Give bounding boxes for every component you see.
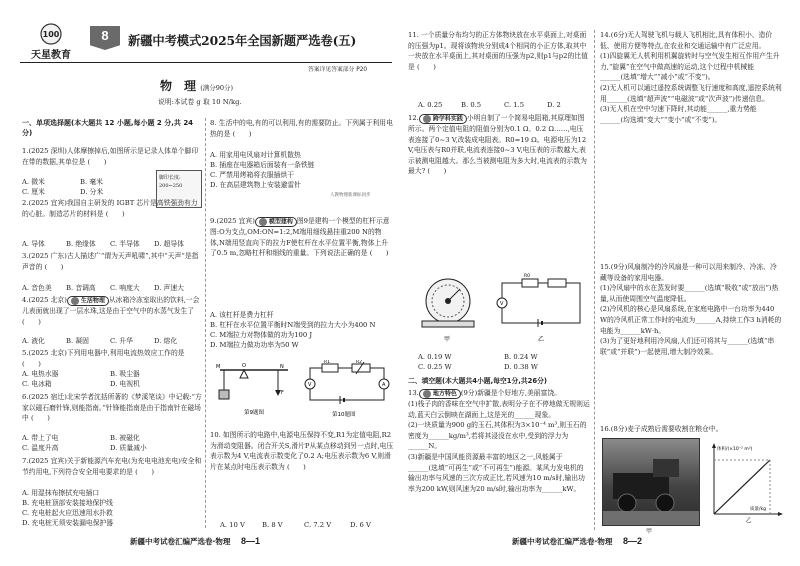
q16-graph-ylabel: 体积/(×10⁻² m³) xyxy=(717,447,753,452)
q13-part-2: (2)一块质量为900 g的玉石,其体积为3×10⁻⁴ m³,则玉石的密度为______kg/m³,若将其浸没在水中,受到的浮力为______N。 xyxy=(408,421,587,451)
q4-option-b[interactable]: B. 凝固 xyxy=(66,337,89,345)
section2-heading: 二、填空题(本大题共4小题,每空1分,共26分) xyxy=(408,377,548,385)
question-5-stem: 5.(2025 北京)下列用电器中,利用电流热效应工作的是 ( ) xyxy=(22,349,185,368)
answer-reference: 答案详见答案部分 P20 xyxy=(308,67,368,73)
question-11 xyxy=(408,30,590,72)
q7-option-c[interactable]: C. 充电桩起火应迅速用水扑救 xyxy=(22,509,113,517)
q15-part-3: (3)为了更好地利用冷风扇,人们还可将其与______(选填“串联”或“并联”)一起使用,增大制冷效果。 xyxy=(600,337,775,356)
q2-option-b[interactable]: B. 绝缘体 xyxy=(66,240,96,248)
q1-figure-label: 脚印长度: xyxy=(159,175,181,181)
brand-logo xyxy=(20,22,82,60)
question-10-stem: 10. 如图所示的电路中,电源电压保持不变,R1为定值电阻,R2为滑动变阻器。闭合开关S,滑片P从某点移动到另一点时,电压表示数为4 V,电流表示数变化了0.2 A;电压表示数为6 V,则滑片在某点时电压表示数为 ( ) xyxy=(210,431,394,471)
q11-option-a[interactable]: A. 0.25 xyxy=(418,101,443,109)
q9-option-b[interactable]: B. 杠杆在水平位置平衡时N端受到的拉力大小为400 N xyxy=(210,321,376,329)
section1-heading: 一、单项选择题(本大题共 12 小题,每小题 2 分,共 24 分) xyxy=(22,119,194,137)
q2-option-c[interactable]: C. 半导体 xyxy=(110,240,140,248)
q12-figure-label-b: 乙 xyxy=(538,336,545,343)
q4-option-d[interactable]: D. 熔化 xyxy=(154,337,178,345)
question-3 xyxy=(22,251,202,272)
q9-tag: 模型建构 xyxy=(255,217,297,228)
question-16 xyxy=(600,424,782,435)
q14-part-3: (3)无人机在空中匀速下降时,其动能______,重力势能______(均选填“变大”“变小”或“不变”)。 xyxy=(600,105,757,124)
question-4 xyxy=(22,295,202,327)
question-8-stem: 8. 生活中的电,有的可以利用,有的需要防止。下列属于利用电热的是 ( ) xyxy=(210,119,393,138)
left-footer-text: 新疆中考试卷汇编严选卷·物理 xyxy=(130,537,231,546)
question-8 xyxy=(210,118,394,139)
svg-text:R0: R0 xyxy=(524,274,530,279)
q7-options xyxy=(22,488,202,528)
figure-10-caption: 第10题图 xyxy=(332,412,356,418)
right-column-rule xyxy=(594,30,595,530)
figure-10-circuit xyxy=(302,360,394,422)
map-pin-icon xyxy=(423,390,431,398)
svg-text:M: M xyxy=(216,364,221,370)
q12-option-d[interactable]: D. 0.38 W xyxy=(504,363,538,371)
q1-figure-range: 200~250 xyxy=(159,183,183,189)
q16-photo-caption: 甲 xyxy=(646,528,653,535)
left-footer-page: 8—1 xyxy=(240,536,260,546)
right-footer-text: 新疆中考试卷汇编严选卷·物理 xyxy=(512,537,613,546)
question-7-stem: 7.(2025 宜宾)关于新能源汽车充电(为充电电池充电)安全和节约用电,下列符合安全用电要求的是 ( ) xyxy=(22,457,202,476)
question-6 xyxy=(22,392,202,424)
gear-icon xyxy=(423,115,431,123)
svg-text:R1: R1 xyxy=(324,360,330,365)
svg-text:N: N xyxy=(280,364,284,370)
q14-part-1: (1)四旋翼无人机利用机翼旋转时与空气发生相互作用产生升力,“旋翼”在空气中做高速的运动,这个过程中机械能______(选填“增大”“减小”或“不变”)。 xyxy=(600,52,780,82)
q10-options xyxy=(220,520,392,530)
q4-tag: 生活物理 xyxy=(67,296,109,307)
paper-title: 新疆中考模式2025年全国新题严选卷(五) xyxy=(128,33,357,48)
q12-options xyxy=(418,352,590,372)
brand-name: 天星教育 xyxy=(31,50,71,61)
question-1 xyxy=(22,146,200,167)
question-2-stem: 2.(2025 宜宾)我国自主研发的 IGBT 芯片是高铁强劲有力的心脏。制造芯片的材料是 ( ) xyxy=(22,199,198,218)
q12-option-a[interactable]: A. 0.19 W xyxy=(418,353,452,361)
q16-graph xyxy=(704,440,784,524)
figure-9-lever xyxy=(214,360,294,420)
q8-option-a[interactable]: A. 用家用电风扇对计算机散热 xyxy=(210,151,301,159)
exam-note: 说明:本试卷 g 取 10 N/kg. xyxy=(158,98,242,106)
q10-option-a[interactable]: A. 10 V xyxy=(220,521,245,529)
q1-option-d[interactable]: D. 分米 xyxy=(80,188,104,196)
q12-tag: 跨学科实践 xyxy=(419,114,467,125)
q6-option-a[interactable]: A. 带上了电 xyxy=(22,434,59,442)
subject-name: 物 理 xyxy=(160,79,197,93)
svg-text:F: F xyxy=(281,390,284,396)
question-13-stem: 13. 地方特色 (9分)新疆是个好地方,美丽富饶。 xyxy=(408,389,561,397)
q7-option-d[interactable]: D. 充电桩无须安装漏电保护器 xyxy=(22,519,114,527)
q6-option-c[interactable]: C. 温度升高 xyxy=(22,444,59,452)
q3-option-a[interactable]: A. 音色美 xyxy=(22,284,52,292)
q5-option-b[interactable]: B. 吸尘器 xyxy=(110,370,140,378)
question-7 xyxy=(22,456,202,477)
paper-number: 8 xyxy=(101,28,109,43)
harvester-icon xyxy=(603,439,699,525)
question-9-stem: 9.(2025 宜宾) 模型建构 图9是建构一个模型的杠杆示意图:O为支点,OM:ON=1:2,M端用细线悬挂重200 N的物体,N端用竖直向下的拉力F使杠杆在水平位置平衡,物体上升了0.5 m,忽略杠杆和细线的重量。下列说法正确的是 ( ) xyxy=(210,217,390,258)
question-13 xyxy=(408,388,590,494)
q8-option-b[interactable]: B. 插座在电器箱后面装有一条铁链 xyxy=(210,161,315,169)
question-2 xyxy=(22,198,202,219)
question-11-stem: 11. 一个质量分布均匀的正方体物块放在水平桌面上,对桌面的压强为p1。现将该物块分别成4个相同的小正方体,取其中一块放在水平桌面上,其对桌面的压强为p2,则p1与p2的比值是 ( ) xyxy=(408,31,588,71)
q8-corner-note: 人教物理新课标同步 xyxy=(330,193,371,198)
q12-option-b[interactable]: B. 0.24 W xyxy=(504,353,538,361)
question-9 xyxy=(210,216,394,259)
lightbulb-icon xyxy=(71,297,79,305)
svg-text:V: V xyxy=(500,301,504,307)
question-5 xyxy=(22,348,202,369)
q6-options xyxy=(22,433,202,453)
q11-option-c[interactable]: C. 1.5 xyxy=(504,101,525,109)
q6-option-b[interactable]: B. 被磁化 xyxy=(110,434,140,442)
q1-option-c[interactable]: C. 厘米 xyxy=(22,188,45,196)
q4-option-a[interactable]: A. 液化 xyxy=(22,337,45,345)
svg-text:A: A xyxy=(382,382,386,388)
q8-options xyxy=(210,150,394,190)
q1-option-b[interactable]: B. 毫米 xyxy=(80,178,103,186)
full-score: (满分90分) xyxy=(200,84,234,92)
question-15-stem: 15.(9分)风扇制冷的冷风扇是一种可以用来制冷、冷冻、冷藏等设备的家用电器。 xyxy=(600,263,777,282)
question-12-stem: 12. 跨学科实践 小明自制了一个简易电阻箱,其原理如图所示。两个定值电阻的阻值分别为0.1 Ω、0.2 Ω……,电压表连接了0~3 V,改装成电阻表。R0=19 Ω。电源电压为12 V,电压表与R0并联,电流表连接0~3 V,电压表的示数越大,表示被测电阻越大。那么当被测电阻为多大时,电流表的示数为最大? ( ) xyxy=(408,114,587,176)
q6-option-d[interactable]: D. 质量减小 xyxy=(110,444,147,452)
q1-options xyxy=(22,177,152,197)
q16-graph-caption: 乙 xyxy=(746,518,752,524)
q3-option-c[interactable]: C. 响度大 xyxy=(110,284,140,292)
q11-option-d[interactable]: D. 2 xyxy=(547,101,561,109)
brand-badge-text: 100 xyxy=(42,30,60,39)
q7-option-b[interactable]: B. 充电桩顶部安装接地保护线 xyxy=(22,499,113,507)
q5-option-a[interactable]: A. 电热水器 xyxy=(22,370,59,378)
q3-options xyxy=(22,283,202,293)
model-icon xyxy=(259,218,267,226)
q10-option-c[interactable]: C. 7.2 V xyxy=(304,521,332,529)
q9-options xyxy=(210,310,394,350)
question-14-stem: 14.(6分)无人驾驶飞机与载人飞机相比,具有体积小、造价低、使用方便等特点,在农业和交通运输中有广泛应用。 xyxy=(600,31,773,50)
q9-option-d[interactable]: D. M端拉力做功功率为50 W xyxy=(210,341,299,349)
q12-figure xyxy=(412,273,588,347)
q12-figure-label-a: 甲 xyxy=(444,336,451,343)
question-14 xyxy=(600,30,782,125)
q3-option-b[interactable]: B. 音调高 xyxy=(66,284,96,292)
q7-option-a[interactable]: A. 用湿抹布擦拭充电插口 xyxy=(22,489,100,497)
q2-options xyxy=(22,239,202,249)
q13-part-3: (3)新疆是中国风能资源最丰富的地区之一,风能属于______(选填“可再生”或“不可再生”)能源。某风力发电机的输出功率与风速的三次方成正比,若风速为10 m/s时,输出功率为200 kW,则风速为20 m/s时,输出功率为______kW。 xyxy=(408,452,585,493)
q5-option-d[interactable]: D. 电视机 xyxy=(110,380,140,388)
right-footer-page: 8—2 xyxy=(622,536,642,546)
q11-option-b[interactable]: B. 0.5 xyxy=(461,101,482,109)
q11-options xyxy=(418,100,590,110)
figure-9-caption: 第9题图 xyxy=(244,410,264,416)
q9-option-a[interactable]: A. 该杠杆是费力杠杆 xyxy=(210,311,274,319)
question-1-stem: 1.(2025 深圳)人体摩擦掉后,如图所示是记录人体单个脚印在带的数据,其单位是 ( ) xyxy=(22,147,199,166)
q10-option-d[interactable]: D. 6 V xyxy=(350,521,371,529)
question-4-stem: 4.(2025 北京) 生活物理 从冰箱冷冻室取出的饮料,一会儿表面就出现了一层水珠,这是由于空气中的水蒸气发生了 ( ) xyxy=(22,296,200,326)
left-footer xyxy=(130,536,260,547)
question-15 xyxy=(600,262,782,357)
left-column-rule xyxy=(205,118,206,528)
q2-option-a[interactable]: A. 导体 xyxy=(22,240,45,248)
q8-option-d[interactable]: D. 在高层建筑物上安装避雷针 xyxy=(210,181,302,189)
question-6-stem: 6.(2025 宿迁)北宋学者沈括所著的《梦溪笔谈》中记载:“方家以磁石磨针锋,则能指南。”针锋能指南是由于指南针在磁场中 ( ) xyxy=(22,393,202,423)
q9-option-c[interactable]: C. M端拉力对物体做的功为100 J xyxy=(210,331,313,339)
q12-option-c[interactable]: C. 0.25 W xyxy=(418,363,452,371)
q16-harvester-photo xyxy=(602,438,700,526)
question-3-stem: 3.(2025 广东)古人描述广“谓为天声吼啸”,其中“天声”是指声音的 ( ) xyxy=(22,252,199,271)
question-10 xyxy=(210,430,394,472)
question-12 xyxy=(408,113,590,177)
q10-option-b[interactable]: B. 8 V xyxy=(262,521,283,529)
q1-option-a[interactable]: A. 微米 xyxy=(22,178,45,186)
subject-title xyxy=(160,77,233,94)
svg-text:R2: R2 xyxy=(356,360,362,365)
q5-option-c[interactable]: C. 电冰箱 xyxy=(22,380,52,388)
q4-options xyxy=(22,336,202,346)
q15-part-1: (1)冷风扇中的水在蒸发时要______(选填“吸收”或“放出”)热量,从而使周围空气温度降低。 xyxy=(600,284,779,303)
svg-text:O: O xyxy=(242,363,246,369)
right-footer xyxy=(512,536,642,547)
q3-option-d[interactable]: D. 声速大 xyxy=(154,284,184,292)
q15-part-2: (2)冷风机的核心是风扇系统,在家庭电路中一台功率为440 W的冷风机正常工作时的电流为______A,持续工作3 h消耗的电能为______kW·h。 xyxy=(600,305,782,335)
question-16-stem: 16.(8分)麦子成熟后需要收割在粮仓中。 xyxy=(600,425,723,433)
q2-option-d[interactable]: D. 超导体 xyxy=(154,240,184,248)
q5-options xyxy=(22,369,202,389)
q8-option-c[interactable]: C. 严禁用烤箱将衣服插烘干 xyxy=(210,171,295,179)
q14-part-2: (2)无人机可以通过遥控系统调整飞行速度和高度,遥控系统利用______(选填“超声波”“电磁波”或“次声波”)传递信息。 xyxy=(600,83,782,103)
q13-tag: 地方特色 xyxy=(419,389,461,400)
q13-part-1: (1)栈子肉的香味在空气中扩散,表明分子在不停地做无规则运动,蓝天白云倒映在湖面上,这是光的______现象。 xyxy=(408,400,590,419)
q16-graph-xlabel: 质量/kg xyxy=(750,507,766,512)
title-rule xyxy=(20,62,392,63)
svg-text:V: V xyxy=(308,382,312,388)
q4-option-c[interactable]: C. 升华 xyxy=(110,337,133,345)
